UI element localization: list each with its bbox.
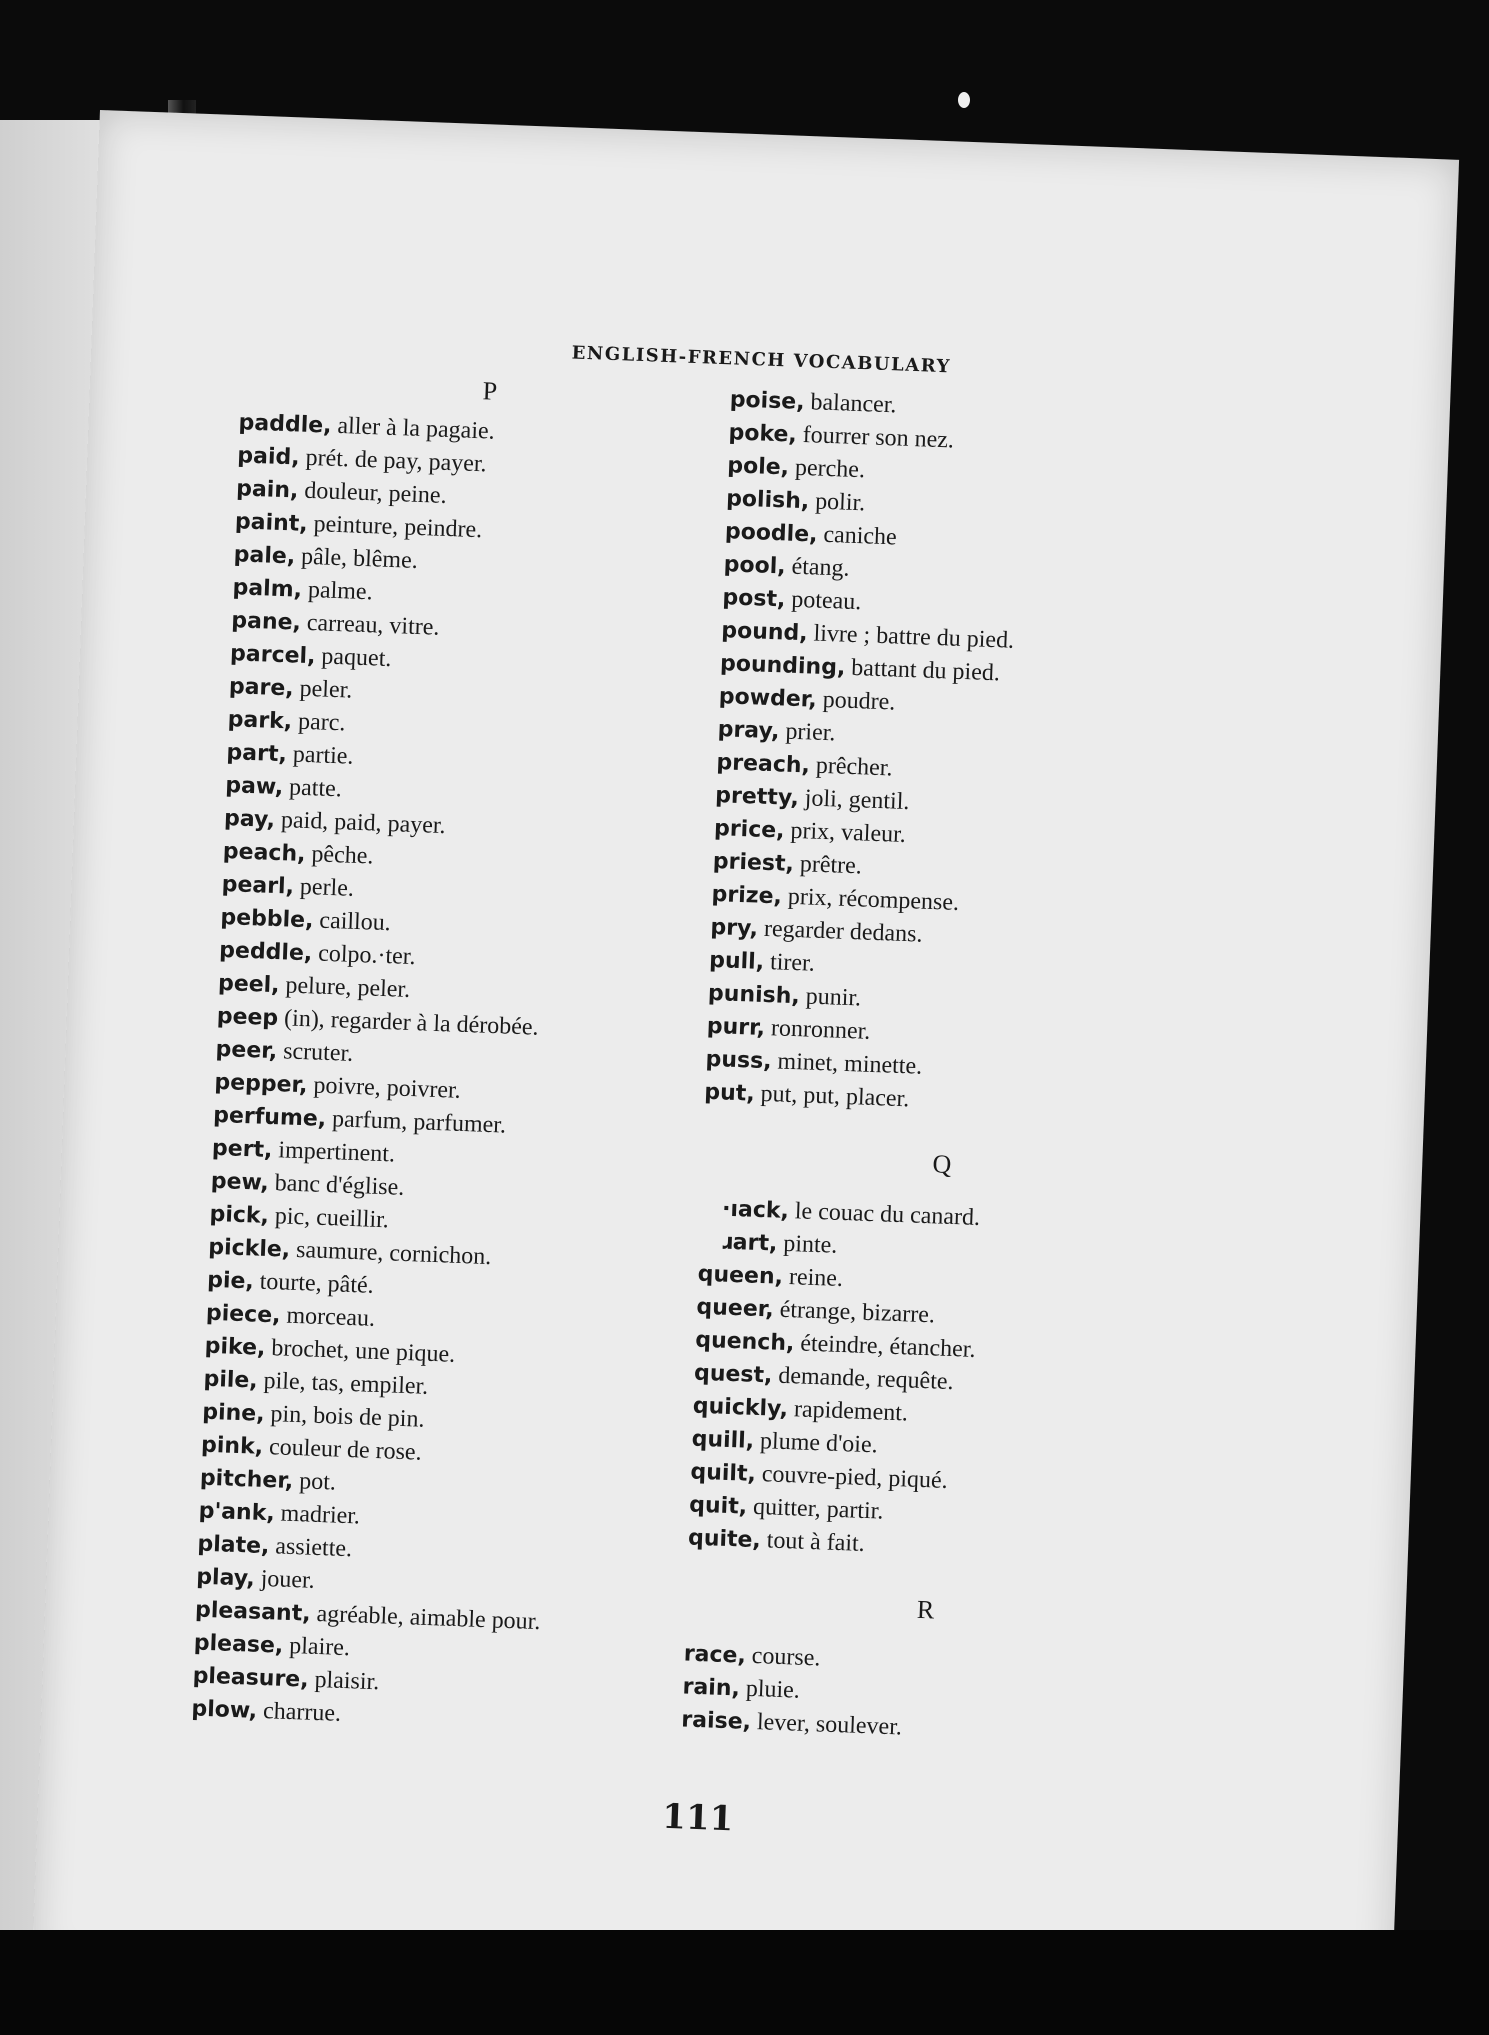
entry-translation: tout à fait. bbox=[760, 1527, 866, 1557]
entry-translation: éteindre, étancher. bbox=[793, 1330, 976, 1363]
entry-headword: pole, bbox=[726, 453, 790, 481]
entry-translation: assiette. bbox=[268, 1533, 353, 1563]
right-entries-p-list bbox=[704, 383, 1210, 1126]
entry-headword: price, bbox=[713, 815, 785, 844]
entry-headword: pull, bbox=[708, 947, 765, 975]
entry-headword: ·ıack, bbox=[721, 1196, 790, 1224]
entry-translation: prier. bbox=[778, 718, 836, 747]
right-column bbox=[681, 383, 1210, 1754]
entry-headword: peer, bbox=[215, 1036, 278, 1065]
entry-translation: étang. bbox=[785, 553, 851, 582]
entry-translation: parfum, parfumer. bbox=[325, 1105, 507, 1139]
entry-headword: polish, bbox=[725, 486, 810, 515]
entry-headword: pickle, bbox=[207, 1234, 291, 1263]
entry-headword: pie, bbox=[206, 1267, 255, 1295]
entry-translation: perche. bbox=[788, 454, 866, 484]
entry-translation: battant du pied. bbox=[844, 654, 1001, 687]
entry-translation: punir. bbox=[799, 983, 862, 1012]
entry-translation: pêche. bbox=[304, 841, 374, 870]
entry-headword: pleasure, bbox=[192, 1663, 310, 1693]
entry-translation: peler. bbox=[293, 675, 353, 704]
entry-translation: rapidement. bbox=[787, 1396, 909, 1427]
entry-headword: p'ank, bbox=[198, 1498, 276, 1527]
entry-translation: pin, bois de pin. bbox=[264, 1400, 425, 1433]
entry-headword: pray, bbox=[717, 717, 780, 745]
entry-translation: peinture, peindre. bbox=[307, 510, 483, 544]
entry-translation: poivre, poivrer. bbox=[306, 1072, 462, 1104]
entry-translation: impertinent. bbox=[271, 1137, 396, 1168]
entry-translation: regarder dedans. bbox=[757, 915, 923, 948]
entry-headword: poke, bbox=[728, 420, 798, 448]
entry-translation: pic, cueillir. bbox=[268, 1202, 390, 1234]
entry-headword: quit, bbox=[688, 1492, 748, 1520]
scan-bottom-margin bbox=[0, 1930, 1489, 2035]
entry-translation: ronronner. bbox=[764, 1014, 871, 1045]
entry-headword: pike, bbox=[204, 1333, 266, 1361]
entry-translation: douleur, peine. bbox=[297, 477, 448, 509]
entry-headword: pounding, bbox=[719, 651, 846, 681]
entry-translation: lever, soulever. bbox=[750, 1708, 903, 1741]
entry-headword: pink, bbox=[200, 1432, 264, 1460]
entry-headword: peep bbox=[216, 1003, 279, 1032]
entry-translation: plume d'oie. bbox=[753, 1427, 879, 1459]
entry-translation: prêtre. bbox=[793, 850, 863, 880]
entry-translation: put, put, placer. bbox=[754, 1080, 910, 1113]
entry-headword: pry, bbox=[709, 914, 759, 942]
entry-translation: parc. bbox=[291, 708, 346, 737]
entry-headword: pale, bbox=[233, 542, 296, 570]
entry-headword: queer, bbox=[696, 1294, 775, 1323]
entry-headword: pool, bbox=[723, 552, 787, 580]
entry-headword: post, bbox=[722, 585, 786, 613]
entry-headword: ɹart, bbox=[720, 1229, 778, 1257]
entry-translation: pluie. bbox=[739, 1675, 801, 1704]
entry-headword: palm, bbox=[232, 575, 303, 603]
entry-translation: caillou. bbox=[312, 907, 392, 937]
entry-translation: course. bbox=[745, 1642, 821, 1672]
entry-translation: paid, paid, payer. bbox=[274, 806, 447, 840]
entry-translation: livre ; battre du pied. bbox=[807, 620, 1015, 654]
scan-artifact bbox=[958, 92, 970, 108]
entry-translation: prix, récompense. bbox=[781, 883, 960, 917]
entry-translation: tourte, pâté. bbox=[253, 1268, 375, 1299]
entry-headword: pound, bbox=[720, 618, 809, 647]
entry-headword: race, bbox=[683, 1641, 747, 1669]
entry-translation: plaisir. bbox=[308, 1666, 380, 1696]
entry-translation: polir. bbox=[808, 488, 866, 517]
entry-headword: quench, bbox=[694, 1327, 795, 1357]
entry-translation: pâle, blême. bbox=[294, 543, 419, 574]
left-entries-list bbox=[191, 406, 699, 1742]
entry-headword: puss, bbox=[705, 1046, 773, 1075]
entry-translation: charrue. bbox=[256, 1697, 342, 1727]
entry-translation: aller à la pagaie. bbox=[331, 412, 496, 445]
entry-headword: piece, bbox=[205, 1300, 281, 1329]
entry-headword: park, bbox=[227, 707, 293, 735]
entry-headword: pepper, bbox=[213, 1069, 308, 1099]
entry-translation: poudre. bbox=[816, 686, 896, 716]
entry-headword: perfume, bbox=[212, 1102, 327, 1132]
entry-translation: fourrer son nez. bbox=[796, 421, 955, 454]
entry-headword: pile, bbox=[203, 1366, 259, 1394]
book-page bbox=[32, 110, 1459, 2019]
entry-translation: couleur de rose. bbox=[262, 1433, 423, 1466]
entry-headword: quite, bbox=[687, 1525, 762, 1554]
entry-translation: partie. bbox=[286, 741, 354, 770]
entry-headword: paddle, bbox=[238, 410, 332, 439]
entry-translation: prix, valeur. bbox=[784, 817, 907, 849]
entry-translation: balancer. bbox=[804, 389, 897, 419]
entry-translation: étrange, bizarre. bbox=[773, 1296, 936, 1329]
entry-translation: couvre-pied, piqué. bbox=[755, 1460, 949, 1494]
entry-headword: pleasant, bbox=[194, 1597, 312, 1627]
entry-translation: poteau. bbox=[784, 586, 862, 616]
entry-headword: pearl, bbox=[221, 871, 295, 900]
entry-headword: prize, bbox=[711, 881, 783, 910]
entry-headword: rain, bbox=[682, 1674, 741, 1702]
entry-headword: paint, bbox=[234, 509, 309, 537]
entry-translation: paquet. bbox=[314, 643, 392, 673]
section-letter-p: P bbox=[482, 376, 498, 406]
entry-headword: plow, bbox=[191, 1696, 258, 1724]
entry-headword: quickly, bbox=[692, 1393, 789, 1423]
entry-translation: (in), regarder à la dérobée. bbox=[277, 1005, 540, 1041]
entry-headword: priest, bbox=[712, 848, 795, 877]
entry-headword: pay, bbox=[223, 806, 276, 833]
entry-translation: pot. bbox=[292, 1468, 337, 1496]
entry-headword: poise, bbox=[729, 387, 805, 416]
entry-headword: put, bbox=[703, 1079, 756, 1107]
entry-headword: part, bbox=[226, 740, 288, 768]
entry-headword: peddle, bbox=[218, 937, 313, 967]
entry-translation: madrier. bbox=[274, 1500, 361, 1530]
entry-headword: pew, bbox=[210, 1168, 270, 1196]
entry-translation: colpo.·ter. bbox=[311, 940, 416, 971]
entry-headword: raise, bbox=[680, 1707, 752, 1735]
entry-translation: minet, minette. bbox=[771, 1048, 923, 1080]
entry-headword: pain, bbox=[235, 476, 299, 504]
entry-headword: punish, bbox=[707, 980, 801, 1010]
section-letter-r: R bbox=[916, 1594, 935, 1625]
entry-headword: powder, bbox=[718, 684, 818, 713]
entry-translation: le couac du canard. bbox=[788, 1197, 981, 1231]
page-content bbox=[32, 110, 1459, 2019]
entry-translation: banc d'église. bbox=[268, 1169, 405, 1201]
entry-translation: patte. bbox=[282, 774, 343, 803]
entry-headword: pine, bbox=[201, 1399, 266, 1427]
entry-headword: play, bbox=[195, 1564, 256, 1592]
entry-headword: peel, bbox=[217, 970, 280, 999]
entry-translation: demande, requête. bbox=[771, 1362, 954, 1396]
entry-headword: plate, bbox=[197, 1531, 270, 1560]
entry-headword: paw, bbox=[224, 773, 284, 801]
entry-headword: preach, bbox=[716, 750, 811, 779]
entry-headword: purr, bbox=[706, 1013, 766, 1041]
entry-translation: pile, tas, empiler. bbox=[257, 1367, 429, 1400]
section-letter-q: Q bbox=[932, 1149, 952, 1179]
entry-headword: pitcher, bbox=[199, 1465, 294, 1494]
entry-headword: poodle, bbox=[724, 519, 818, 548]
entry-headword: pane, bbox=[230, 608, 302, 636]
entry-translation: pinte. bbox=[776, 1230, 838, 1259]
entry-translation: carreau, vitre. bbox=[300, 609, 440, 641]
entry-translation: morceau. bbox=[280, 1302, 376, 1332]
entry-translation: scruter. bbox=[276, 1038, 354, 1067]
entry-headword: peach, bbox=[222, 839, 306, 868]
entry-translation: joli, gentil. bbox=[798, 785, 910, 816]
entry-translation: reine. bbox=[782, 1263, 844, 1292]
entry-translation: prêcher. bbox=[809, 752, 893, 782]
entry-translation: caniche bbox=[816, 521, 898, 551]
entry-translation: agréable, aimable pour. bbox=[310, 1600, 541, 1636]
right-entries-r-list bbox=[681, 1637, 1164, 1754]
entry-translation: perle. bbox=[293, 873, 355, 902]
entry-translation: plaire. bbox=[282, 1632, 351, 1662]
entry-translation: pelure, peler. bbox=[279, 972, 411, 1003]
entry-translation: brochet, une pique. bbox=[264, 1334, 456, 1368]
entry-translation: quitter, partir. bbox=[746, 1493, 884, 1525]
right-entries-q-list bbox=[687, 1192, 1180, 1572]
entry-headword: pretty, bbox=[714, 783, 800, 812]
entry-headword: quill, bbox=[691, 1426, 755, 1454]
entry-headword: quest, bbox=[693, 1360, 773, 1389]
page-number: 111 bbox=[661, 1796, 735, 1840]
running-head: ENGLISH-FRENCH VOCABULARY bbox=[571, 342, 952, 378]
entry-headword: parcel, bbox=[229, 641, 316, 670]
entry-headword: quilt, bbox=[690, 1459, 757, 1487]
entry-translation: jouer. bbox=[254, 1565, 316, 1594]
entry-translation: palme. bbox=[301, 576, 374, 606]
entry-translation: prét. de pay, payer. bbox=[299, 444, 488, 478]
entry-headword: paid, bbox=[236, 443, 301, 471]
left-column bbox=[191, 365, 701, 1742]
entry-headword: pare, bbox=[228, 674, 295, 702]
entry-translation: saumure, cornichon. bbox=[289, 1236, 492, 1271]
entry-translation: tirer. bbox=[763, 948, 816, 977]
entry-headword: pert, bbox=[211, 1135, 273, 1164]
entry-headword: queen, bbox=[697, 1261, 784, 1290]
entry-headword: pebble, bbox=[220, 904, 314, 934]
entry-headword: please, bbox=[193, 1630, 284, 1659]
entry-headword: pick, bbox=[209, 1201, 270, 1229]
